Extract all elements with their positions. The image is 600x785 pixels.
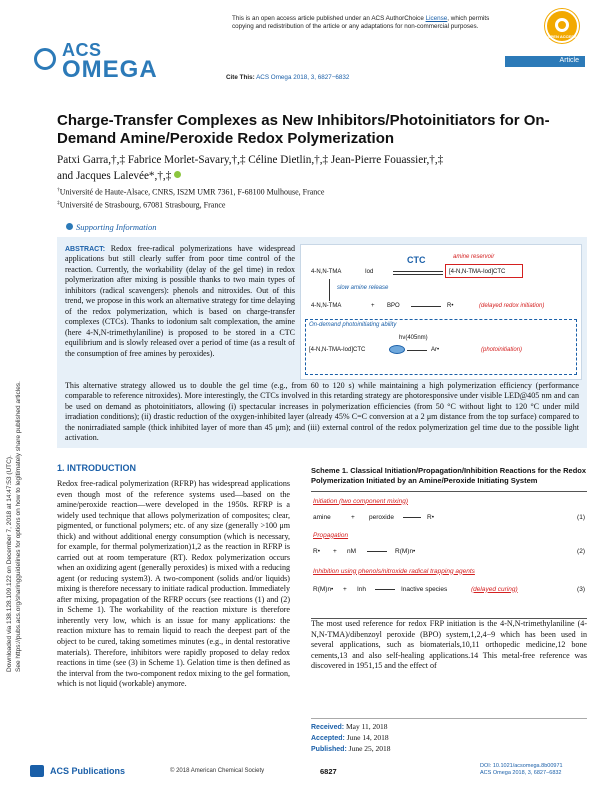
right-paragraph: The most used reference for redox FRP initiation is the 4-N,N-trimethylaniline (4-N,N-TMA)/dibenzoyl peroxide (BPO) system,1,2,4−9 which has been used in several applications, such as biomaterials,10,11 orthopedic medicine,12 bone cements,13 and also self-healing applications.14 This metal-free reference was discovered in 1951,15 and the effect of bbox=[311, 619, 587, 671]
scheme-r3-a: R(M)n• bbox=[313, 585, 334, 593]
toc-complex-box bbox=[445, 264, 523, 278]
scheme-r1-plus: + bbox=[351, 513, 355, 521]
published-date: June 25, 2018 bbox=[348, 744, 391, 754]
acs-publications-icon bbox=[30, 765, 44, 777]
scheme-r2-a: R• bbox=[313, 547, 320, 555]
license-notice bbox=[232, 15, 502, 31]
copyright: © 2018 American Chemical Society bbox=[170, 768, 265, 774]
scheme-r2-b: nM bbox=[347, 547, 357, 555]
journal-ref: ACS Omega 2018, 3, 6827−6832 bbox=[480, 770, 562, 777]
toc-row2-c: R• bbox=[447, 303, 454, 309]
toc-row2-arrow bbox=[411, 306, 441, 307]
toc-ctc-label: CTC bbox=[407, 255, 426, 265]
received-row bbox=[311, 722, 587, 733]
publication-dates bbox=[311, 718, 587, 755]
doi-block bbox=[480, 763, 563, 778]
scheme-initiation-title: Initiation (two component mixing) bbox=[313, 497, 409, 505]
scheme-inhibition-title: Inhibition using phenols/nitroxide radical trapping agents bbox=[313, 567, 475, 575]
supporting-info-link[interactable] bbox=[66, 222, 157, 232]
cite-reference[interactable]: ACS Omega 2018, 3, 6827−6832 bbox=[256, 74, 350, 81]
notice-prefix: This is an open access article published under an ACS AuthorChoice bbox=[232, 15, 426, 22]
supporting-info-label: Supporting Information bbox=[76, 222, 157, 232]
affiliation-2: ‡Université de Strasbourg, 67081 Strasbourg, France bbox=[57, 200, 226, 210]
publisher-name[interactable]: ACS Publications bbox=[50, 766, 126, 776]
abstract-label: ABSTRACT: bbox=[65, 246, 106, 253]
toc-slow-release: slow amine release bbox=[337, 285, 389, 291]
scheme-1 bbox=[311, 466, 587, 619]
abstract-column-text bbox=[65, 244, 295, 359]
published-label: Published: bbox=[311, 746, 347, 754]
toc-reactant-b: Iod bbox=[365, 269, 374, 275]
authors-line-2 bbox=[57, 168, 557, 184]
scheme-r3-plus: + bbox=[343, 585, 347, 593]
toc-graphic bbox=[300, 244, 582, 380]
received-label: Received: bbox=[311, 724, 345, 731]
download-line-2: See https://pubs.acs.org/sharingguidelines for options on how to legitimately share published articles. bbox=[15, 381, 22, 672]
download-line-1: Downloaded via 138.128.109.122 on December 7, 2018 at 14:47:53 (UTC). bbox=[6, 455, 13, 672]
scheme-r1-c: R• bbox=[427, 513, 434, 521]
scheme-r2-plus: + bbox=[333, 547, 337, 555]
toc-release-arrow bbox=[329, 279, 330, 301]
toc-row3-a: [4-N,N-TMA-Iod]CTC bbox=[309, 347, 366, 353]
scheme-r1-b: peroxide bbox=[369, 513, 394, 521]
logo-omega-text: OMEGA bbox=[62, 56, 158, 83]
scheme-r2-arrow bbox=[367, 551, 387, 552]
authors-line-1: Patxi Garra,†,‡ Fabrice Morlet-Savary,†,‡ Céline Dietlin,†,‡ Jean-Pierre Fouassier,†,‡ bbox=[57, 154, 444, 166]
page-footer bbox=[30, 763, 585, 781]
toc-row3-b: Ar• bbox=[431, 347, 440, 353]
toc-reactant-a: 4-N,N-TMA bbox=[311, 269, 342, 275]
toc-row2-plus: + bbox=[371, 303, 375, 309]
cite-label: Cite This: bbox=[226, 74, 255, 81]
right-column-text bbox=[311, 619, 587, 672]
scheme-r3-number: (3) bbox=[577, 585, 585, 593]
scheme-caption: Scheme 1. Classical Initiation/Propagation/Inhibition Reactions for the Redox Polymerization Initiated by an Amine/Peroxide Initiating System bbox=[311, 466, 587, 485]
scheme-r2-number: (2) bbox=[577, 547, 585, 555]
scheme-box bbox=[311, 491, 587, 619]
supporting-info-icon bbox=[66, 223, 73, 230]
toc-complex: [4-N,N-TMA-Iod]CTC bbox=[449, 269, 506, 275]
scheme-propagation-title: Propagation bbox=[313, 531, 349, 539]
accepted-row bbox=[311, 733, 587, 744]
toc-eq-arrow-bottom bbox=[393, 274, 443, 275]
scheme-r1-number: (1) bbox=[577, 513, 585, 521]
scheme-r3-arrow bbox=[375, 589, 395, 590]
abstract-full-text: This alternative strategy allowed us to double the gel time (e.g., from 60 to 120 s) while maintaining a high polymerization efficiency (performance comparable to reference nitroxides). More interestingly, the CTCs involved in this retarding strategy are photoresponsive under visible LED@405 nm and can be used on demand as photoinitiators, allowing (i) spectacular increases in polymerization efficiencies (from 50 °C without light to 120 °C under mild irradiation conditions); (ii) drastic reduction of the oxygen-inhibited layer (already 45% C=C conversion at a 2 μm distance from the top surface) compared to the nonirradiated sample (thick inhibited layer of more than 45 μm); and (iii) external control of the redox polymerization gel time due to the possible light activation. bbox=[65, 381, 579, 443]
orcid-icon[interactable] bbox=[174, 171, 181, 178]
received-date: May 11, 2018 bbox=[345, 722, 388, 731]
affiliations bbox=[57, 186, 557, 212]
scheme-r3-c: Inactive species bbox=[401, 585, 448, 593]
citation-line bbox=[226, 74, 349, 81]
omega-logo-icon bbox=[34, 48, 56, 70]
abstract-col-text: Redox free-radical polymerizations have widespread applications but still clearly suffer from poor time control of the reaction. Currently, the workability (delay of the gel time) in redox polymerization after mixing is possible thanks to two main types of inhibitors (radical scavengers): phenols and nitroxides. Out of this trend, we propose in this work an alternative strategy for time delaying of the redox polymerization, which is based on charge-transfer complexes (CTCs). Thanks to iodonium salt complexation, the amine (here 4-N,N-trimethylaniline) is proposed to be stored in a CTC equilibrium and is slowly released over a period of time (as a result of the consumption of free amines by peroxides). bbox=[65, 244, 295, 358]
affiliation-2-text: Université de Strasbourg, 67081 Strasbourg, France bbox=[59, 200, 226, 210]
toc-row2-a: 4-N,N-TMA bbox=[311, 303, 342, 309]
toc-hv-label: hν(405nm) bbox=[399, 335, 428, 341]
published-row bbox=[311, 744, 587, 755]
logo-acs-text: ACS bbox=[62, 40, 102, 60]
authors-line-2-text: and Jacques Lalevée*,†,‡ bbox=[57, 170, 172, 183]
author-list bbox=[57, 152, 557, 184]
lock-icon bbox=[555, 18, 569, 32]
notice-suffix: , which permits copying and redistribution of the article or any adaptations for non-commercial purposes. bbox=[232, 15, 490, 31]
page-number: 6827 bbox=[320, 767, 337, 776]
license-link[interactable]: License bbox=[425, 15, 448, 22]
toc-delayed-label: (delayed redox initiation) bbox=[479, 303, 545, 309]
accepted-date: June 14, 2018 bbox=[346, 733, 389, 743]
scheme-r2-c: R(M)n• bbox=[395, 547, 416, 555]
doi-link[interactable]: DOI: 10.1021/acsomega.8b00971 bbox=[480, 763, 563, 769]
introduction-section bbox=[57, 463, 290, 690]
toc-row3-arrow bbox=[407, 350, 427, 351]
introduction-heading: 1. INTRODUCTION bbox=[57, 463, 137, 473]
download-notice bbox=[6, 222, 24, 672]
open-access-badge bbox=[545, 9, 579, 43]
accepted-label: Accepted: bbox=[311, 735, 345, 743]
article-type-tag: Article bbox=[505, 56, 585, 67]
introduction-paragraph: Redox free-radical polymerization (RFRP) has widespread applications even though most of the reference systems used—based on the amine/peroxide reaction—were developed in the 1950s. RFRP is a widely used technique that allows polymerization of composites; clear, pigmented, or functional polymers; etc. of any size (generally >100 μm thick) and without additional energy consumption (which is necessary, for example, for thermal polymerization)1,2 as the reaction in RFRP is carried out at room temperature (RT). Redox polymerization occurs when an oxidizing agent (generally peroxides) is mixed with a reducing agent (or reducing system3). A two-component (solids and/or liquids) mixing is therefore necessary to initiate radical production. Immediately after mixing, propagation of the RFRP occurs (see reactions (1) and (2) in Scheme 1). The workability of the reaction mixture is therefore inherently very low, which is an issue for many applications: the reaction mixture has to remain liquid to reach the deepest part of the object to be cured, taking sometimes minutes (e.g., in dental restorative materials). Therefore, inhibitors were rapidly proposed to delay redox reactions in time (see (3) in Scheme 1). Gelation time is then defined as the interval from the two-component redox mixing to the gel formation, which is not liquid (workable) anymore. bbox=[57, 479, 290, 689]
scheme-r3-b: Inh bbox=[357, 585, 367, 593]
toc-row2-b: BPO bbox=[387, 303, 400, 309]
affiliation-1-text: Université de Haute-Alsace, CNRS, IS2M UMR 7361, F-68100 Mulhouse, France bbox=[59, 187, 325, 197]
affiliation-1: †Université de Haute-Alsace, CNRS, IS2M UMR 7361, F-68100 Mulhouse, France bbox=[57, 187, 325, 197]
toc-led-icon bbox=[389, 345, 405, 354]
scheme-r1-a: amine bbox=[313, 513, 331, 521]
scheme-r1-arrow bbox=[403, 517, 421, 518]
badge-label: OPEN ACCESS bbox=[547, 34, 577, 39]
article-title: Charge-Transfer Complexes as New Inhibitors/Photoinitiators for On-Demand Amine/Peroxide Redox Polymerization bbox=[57, 112, 550, 147]
toc-row3-c: (photoinitiation) bbox=[481, 347, 523, 353]
toc-eq-arrow-top bbox=[393, 271, 443, 272]
scheme-r3-d: (delayed curing) bbox=[471, 585, 518, 593]
toc-ondemand-label: On-demand photoinitiating ability bbox=[309, 322, 397, 328]
toc-amine-reservoir: amine reservoir bbox=[453, 254, 495, 260]
